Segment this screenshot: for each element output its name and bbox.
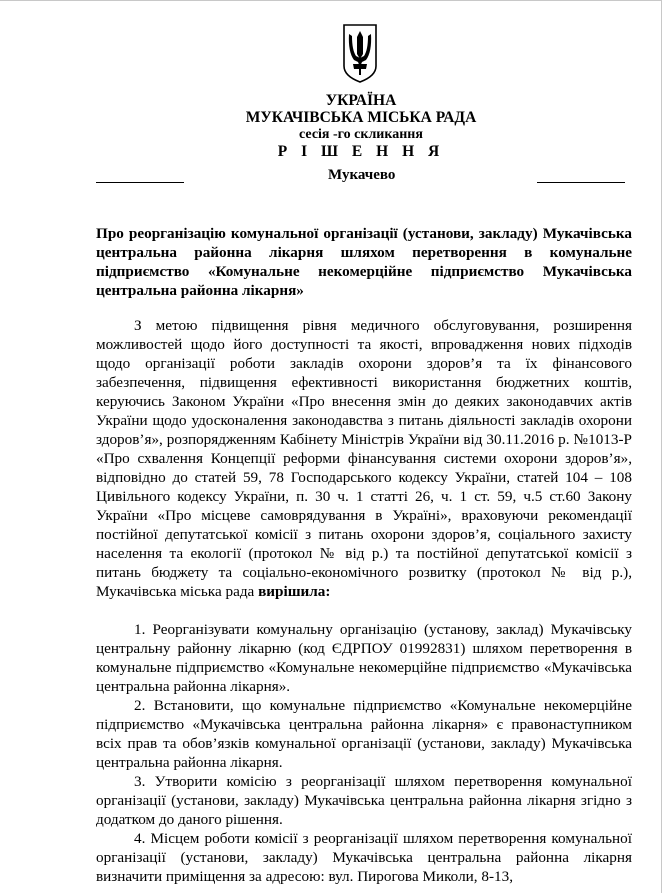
decision-item-1: 1. Реорганізувати комунальну організацію (установу, заклад) Мукачівську центральну районну лікарню (код ЄДРПОУ 01992831) шляхом перетворення в комунальне підприємство «Комунальне некомерційне підприємство «Мукачівська центральна районна лікарня». <box>96 621 632 695</box>
session-line: сесія -го скликання <box>299 127 423 142</box>
decision-heading: Р І Ш Е Н Н Я <box>277 143 445 160</box>
trident-emblem-icon <box>340 22 380 84</box>
decided-word: вирішила: <box>258 583 331 600</box>
decision-item-2: 2. Встановити, що комунальне підприємство «Комунальне некомерційне підприємство «Мукачівська центральна районна лікарня» є правонаступником всіх прав та обов’язків комунальної організації (установи, закладу) Мукачівська центральна районна лікарня. <box>96 697 632 771</box>
country-heading: УКРАЇНА <box>325 92 397 109</box>
preamble-paragraph <box>96 316 632 601</box>
preamble-text: З метою підвищення рівня медичного обслуговування, розширення можливостей щодо його доступності та якості, впровадження нових підходів щодо організації роботи закладів охорони здоров’я та їх фінансового забезпечення, підвищення ефективності використання бюджетних коштів, керуючись Законом України «Про внесення змін до деяких законодавчих актів України щодо удосконалення законодавства з питань діяльності закладів охорони здоров’я», розпорядженням Кабінету Міністрів України від 30.11.2016 р. №1013-Р «Про схвалення Концепції реформи фінансування системи охорони здоров’я», відповідно до статей 59, 78 Господарського кодексу України, статей 104 – 108 Цивільного кодексу України, п. 30 ч. 1 статті 26, ч. 1 ст. 59, ч.5 ст.60 Закону України «Про місцеве самоврядування в Україні», враховуючи рекомендації постійної депутатської комісії з питань охорони здоров’я, соціального захисту населення та екології (протокол № від р.) та постійної депутатської комісії з питань бюджету та соціально-економічного розвитку (протокол № від р.), Мукачівська міська рада <box>96 317 632 600</box>
date-blank-line <box>96 182 184 183</box>
page-border-top <box>0 0 662 1</box>
number-blank-line <box>537 182 625 183</box>
decision-item-3: 3. Утворити комісію з реорганізації шляхом перетворення комунальної організації (установи, закладу) Мукачівська центральна районна лікарня згідно з додатком до даного рішення. <box>96 773 632 828</box>
decision-item-4: 4. Місцем роботи комісії з реорганізації шляхом перетворення комунальної організації (установи, закладу) Мукачівська центральна районна лікарня визначити приміщення за адресою: вул. Пирогова Миколи, 8-13, <box>96 830 632 885</box>
council-heading: МУКАЧІВСЬКА МІСЬКА РАДА <box>245 109 477 126</box>
city-name: Мукачево <box>328 167 396 183</box>
decision-title: Про реорганізацію комунальної організації (установи, закладу) Мукачівська центральна районна лікарня шляхом перетворення в комунальне підприємство «Комунальне некомерційне підприємство Мукачівська центральна районна лікарня» <box>96 225 632 299</box>
decision-body <box>96 316 632 886</box>
